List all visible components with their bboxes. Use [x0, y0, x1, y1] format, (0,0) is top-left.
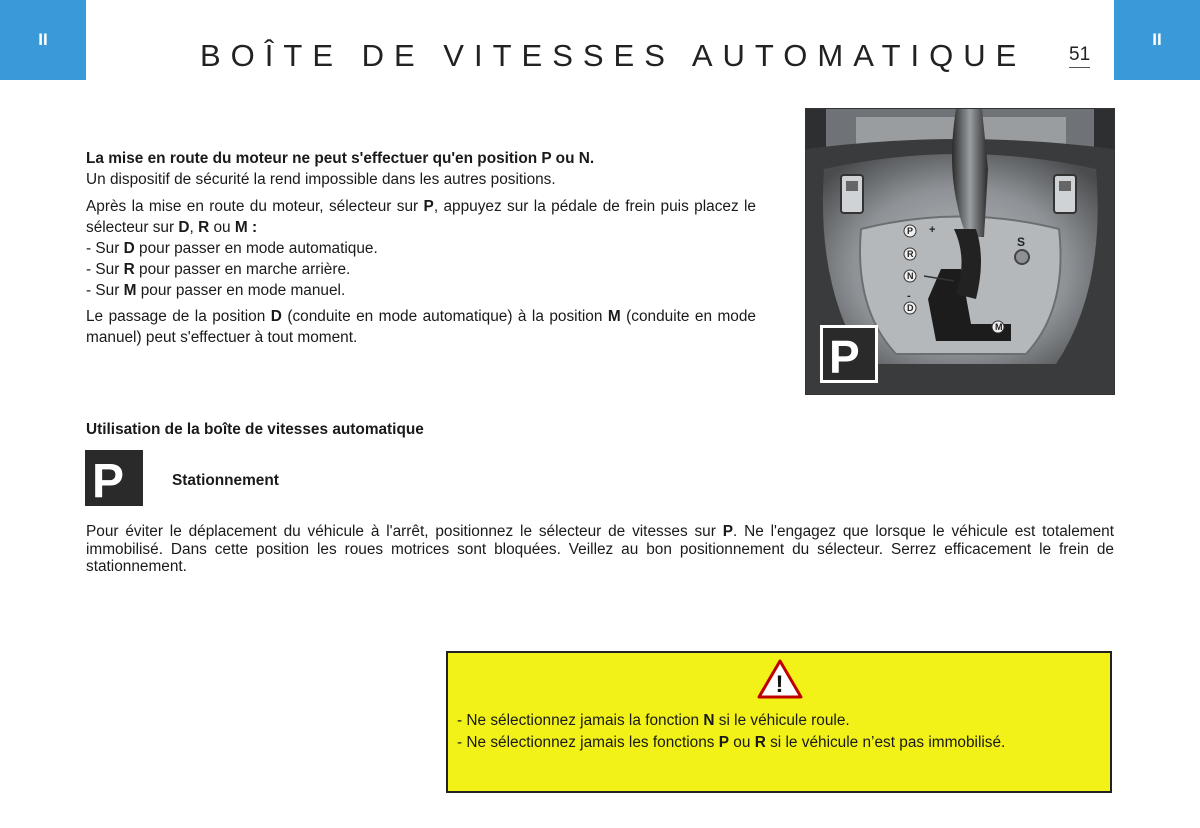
intro-passage: Le passage de la position D (conduite en mode automatique) à la position M (conduite en mode manuel) peut s'effectuer à tout moment. [86, 308, 756, 346]
usage-heading: Utilisation de la boîte de vitesses automatique [86, 421, 424, 438]
page-title: BOÎTE DE VITESSES AUTOMATIQUE [200, 38, 1027, 73]
intro-after-start: Après la mise en route du moteur, sélecteur sur P, appuyez sur la pédale de frein puis placez le sélecteur sur D, R ou M : [86, 198, 756, 236]
svg-text:P: P [92, 455, 125, 506]
park-icon [85, 450, 143, 506]
warning-text [457, 711, 1107, 753]
intro-section [86, 148, 756, 348]
section-tab-right-label: II [1152, 30, 1162, 49]
list-item: - Sur M pour passer en mode manuel. [86, 282, 346, 299]
gate-label-n: N [907, 271, 914, 281]
list-item: - Sur D pour passer en mode automatique. [86, 240, 378, 257]
intro-bold-line: La mise en route du moteur ne peut s'effectuer qu'en position P ou N. [86, 150, 595, 167]
stationnement-body: Pour éviter le déplacement du véhicule à l'arrêt, positionnez le sélecteur de vitesses sur P. Ne l'engagez que lorsque le véhicule est totalement immobilisé. Dans cette position les roues motrices sont bloquées. Veillez au bon positionnement du sélecteur. Serrez efficacement le frein de stationnement. [86, 523, 1114, 575]
warning-box [446, 651, 1112, 793]
gear-selector-illustration [806, 109, 1114, 394]
list-item: - Sur R pour passer en marche arrière. [86, 261, 351, 278]
gate-label-s: S [1017, 235, 1026, 249]
gear-selector-photo [805, 108, 1115, 395]
section-tab-right [1114, 0, 1200, 80]
section-tab-left-label: II [38, 30, 48, 49]
gate-label-r: R [907, 249, 914, 259]
gate-label-p: P [907, 226, 914, 236]
intro-safety-line: Un dispositif de sécurité la rend impossible dans les autres positions. [86, 171, 556, 188]
warning-exclamation: ! [775, 671, 784, 698]
section-tab-left [0, 0, 86, 80]
park-letter-icon [85, 450, 143, 506]
warning-line-2: - Ne sélectionnez jamais les fonctions P ou R si le véhicule n’est pas immobilisé. [457, 734, 1006, 751]
stationnement-heading: Stationnement [172, 472, 279, 489]
gate-label-d: D [907, 303, 914, 313]
gate-label-m: M [995, 322, 1003, 332]
warning-line-1: - Ne sélectionnez jamais la fonction N si le véhicule roule. [457, 712, 850, 729]
gate-label-plus: + [929, 224, 936, 236]
photo-p-badge: P [829, 331, 860, 383]
page-number: 51 [1069, 44, 1090, 68]
warning-triangle-icon [757, 659, 803, 699]
gate-label-minus: - [907, 290, 911, 302]
